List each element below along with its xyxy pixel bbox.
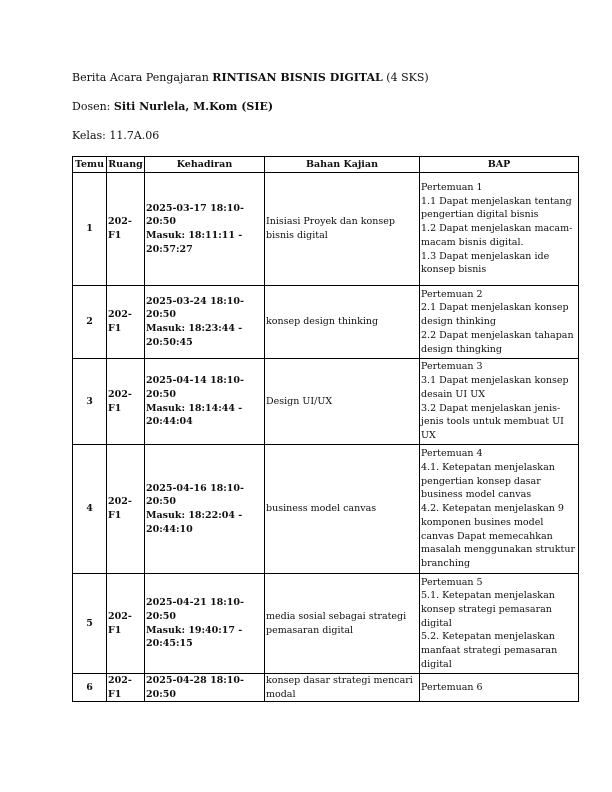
course-name: RINTISAN BISNIS DIGITAL bbox=[212, 71, 383, 84]
bap-item: 2.2 Dapat menjelaskan tahapan design thingking bbox=[421, 329, 574, 355]
cell-ruang: 202-F1 bbox=[107, 359, 145, 445]
bap-item: 3.2 Dapat menjelaskan jenis-jenis tools untuk membuat UI UX bbox=[421, 402, 564, 441]
attendance-time: Masuk: 18:14:44 - 20:44:04 bbox=[146, 402, 243, 428]
bap-item: 1.3 Dapat menjelaskan ide konsep bisnis bbox=[421, 250, 550, 276]
pertemuan-label: Pertemuan 1 bbox=[421, 182, 483, 194]
cell-bap bbox=[420, 445, 579, 574]
cell-bap bbox=[420, 173, 579, 286]
cell-ruang: 202-F1 bbox=[107, 674, 145, 702]
cell-bahan-kajian: konsep design thinking bbox=[265, 286, 420, 359]
col-header-temu: Temu bbox=[73, 157, 107, 173]
attendance-time: Masuk: 18:23:44 - 20:50:45 bbox=[146, 323, 243, 348]
cell-bahan-kajian: Design UI/UX bbox=[265, 359, 420, 445]
table-row bbox=[73, 359, 579, 445]
course-sks: (4 SKS) bbox=[382, 71, 429, 84]
table-row bbox=[73, 674, 579, 702]
bap-item: 4.1. Ketepatan menjelaskan pengertian konsep dasar business model canvas bbox=[421, 462, 555, 501]
cell-temu: 5 bbox=[73, 574, 107, 674]
cell-ruang: 202-F1 bbox=[107, 286, 145, 359]
schedule-time: 2025-03-24 18:10-20:50 bbox=[146, 295, 244, 321]
schedule-time: 2025-04-16 18:10-20:50 bbox=[146, 482, 244, 508]
bap-item: 5.1. Ketepatan menjelaskan konsep strategi pemasaran digital bbox=[421, 590, 555, 629]
col-header-kehadiran: Kehadiran bbox=[145, 157, 265, 173]
cell-ruang: 202-F1 bbox=[107, 445, 145, 574]
cell-ruang: 202-F1 bbox=[107, 173, 145, 286]
table-row bbox=[73, 286, 579, 359]
cell-bahan-kajian: Inisiasi Proyek dan konsep bisnis digital bbox=[265, 173, 420, 286]
cell-bap bbox=[420, 359, 579, 445]
bap-item: 2.1 Dapat menjelaskan konsep design thinking bbox=[421, 302, 569, 328]
col-header-bap: BAP bbox=[420, 157, 579, 173]
table-row bbox=[73, 445, 579, 574]
cell-bahan-kajian: media sosial sebagai strategi pemasaran digital bbox=[265, 574, 420, 674]
pertemuan-label: Pertemuan 6 bbox=[421, 681, 483, 693]
col-header-bahan: Bahan Kajian bbox=[265, 157, 420, 173]
cell-bap bbox=[420, 574, 579, 674]
bap-item: 5.2. Ketepatan menjelaskan manfaat strategi pemasaran digital bbox=[421, 631, 558, 670]
cell-temu: 4 bbox=[73, 445, 107, 574]
schedule-time: 2025-04-28 18:10-20:50 bbox=[146, 675, 244, 700]
cell-temu: 2 bbox=[73, 286, 107, 359]
attendance-time: Masuk: 19:40:17 - 20:45:15 bbox=[146, 624, 243, 650]
attendance-time: Masuk: 18:11:11 - 20:57:27 bbox=[146, 230, 243, 255]
bap-item: 1.2 Dapat menjelaskan macam-macam bisnis digital. bbox=[421, 223, 573, 248]
bap-item: 4.2. Ketepatan menjelaskan 9 komponen busines model canvas Dapat memecahkan masalah menggunakan struktur branching bbox=[421, 503, 576, 569]
cell-kehadiran bbox=[145, 674, 265, 702]
cell-bahan-kajian: konsep dasar strategi mencari modal bbox=[265, 674, 420, 702]
cell-bap bbox=[420, 286, 579, 359]
bap-table bbox=[72, 156, 579, 702]
lecturer-line bbox=[72, 100, 273, 113]
class-line: Kelas: 11.7A.06 bbox=[72, 129, 160, 142]
cell-kehadiran bbox=[145, 286, 265, 359]
schedule-time: 2025-04-21 18:10-20:50 bbox=[146, 597, 244, 622]
pertemuan-label: Pertemuan 2 bbox=[421, 288, 483, 300]
cell-kehadiran bbox=[145, 574, 265, 674]
cell-temu: 3 bbox=[73, 359, 107, 445]
bap-item: 1.1 Dapat menjelaskan tentang pengertian digital bisnis bbox=[421, 195, 572, 221]
table-row bbox=[73, 574, 579, 674]
cell-bap bbox=[420, 674, 579, 702]
pertemuan-label: Pertemuan 3 bbox=[421, 361, 483, 373]
schedule-time: 2025-04-14 18:10-20:50 bbox=[146, 375, 244, 400]
cell-ruang: 202-F1 bbox=[107, 574, 145, 674]
lecturer-name: Siti Nurlela, M.Kom (SIE) bbox=[113, 100, 274, 113]
schedule-time: 2025-03-17 18:10-20:50 bbox=[146, 202, 244, 228]
table-header-row bbox=[73, 157, 579, 173]
cell-temu: 6 bbox=[73, 674, 107, 702]
cell-kehadiran bbox=[145, 445, 265, 574]
col-header-ruang: Ruang bbox=[107, 157, 145, 173]
table-row bbox=[73, 173, 579, 286]
lecturer-label: Dosen: bbox=[72, 100, 114, 113]
cell-temu: 1 bbox=[73, 173, 107, 286]
cell-bahan-kajian: business model canvas bbox=[265, 445, 420, 574]
bap-item: 3.1 Dapat menjelaskan konsep desain UI UX bbox=[421, 375, 569, 400]
pertemuan-label: Pertemuan 5 bbox=[421, 576, 483, 588]
cell-kehadiran bbox=[145, 173, 265, 286]
attendance-time: Masuk: 18:22:04 - 20:44:10 bbox=[146, 510, 243, 535]
title-prefix: Berita Acara Pengajaran bbox=[72, 71, 213, 84]
cell-kehadiran bbox=[145, 359, 265, 445]
document-title bbox=[72, 71, 429, 84]
pertemuan-label: Pertemuan 4 bbox=[421, 448, 483, 460]
